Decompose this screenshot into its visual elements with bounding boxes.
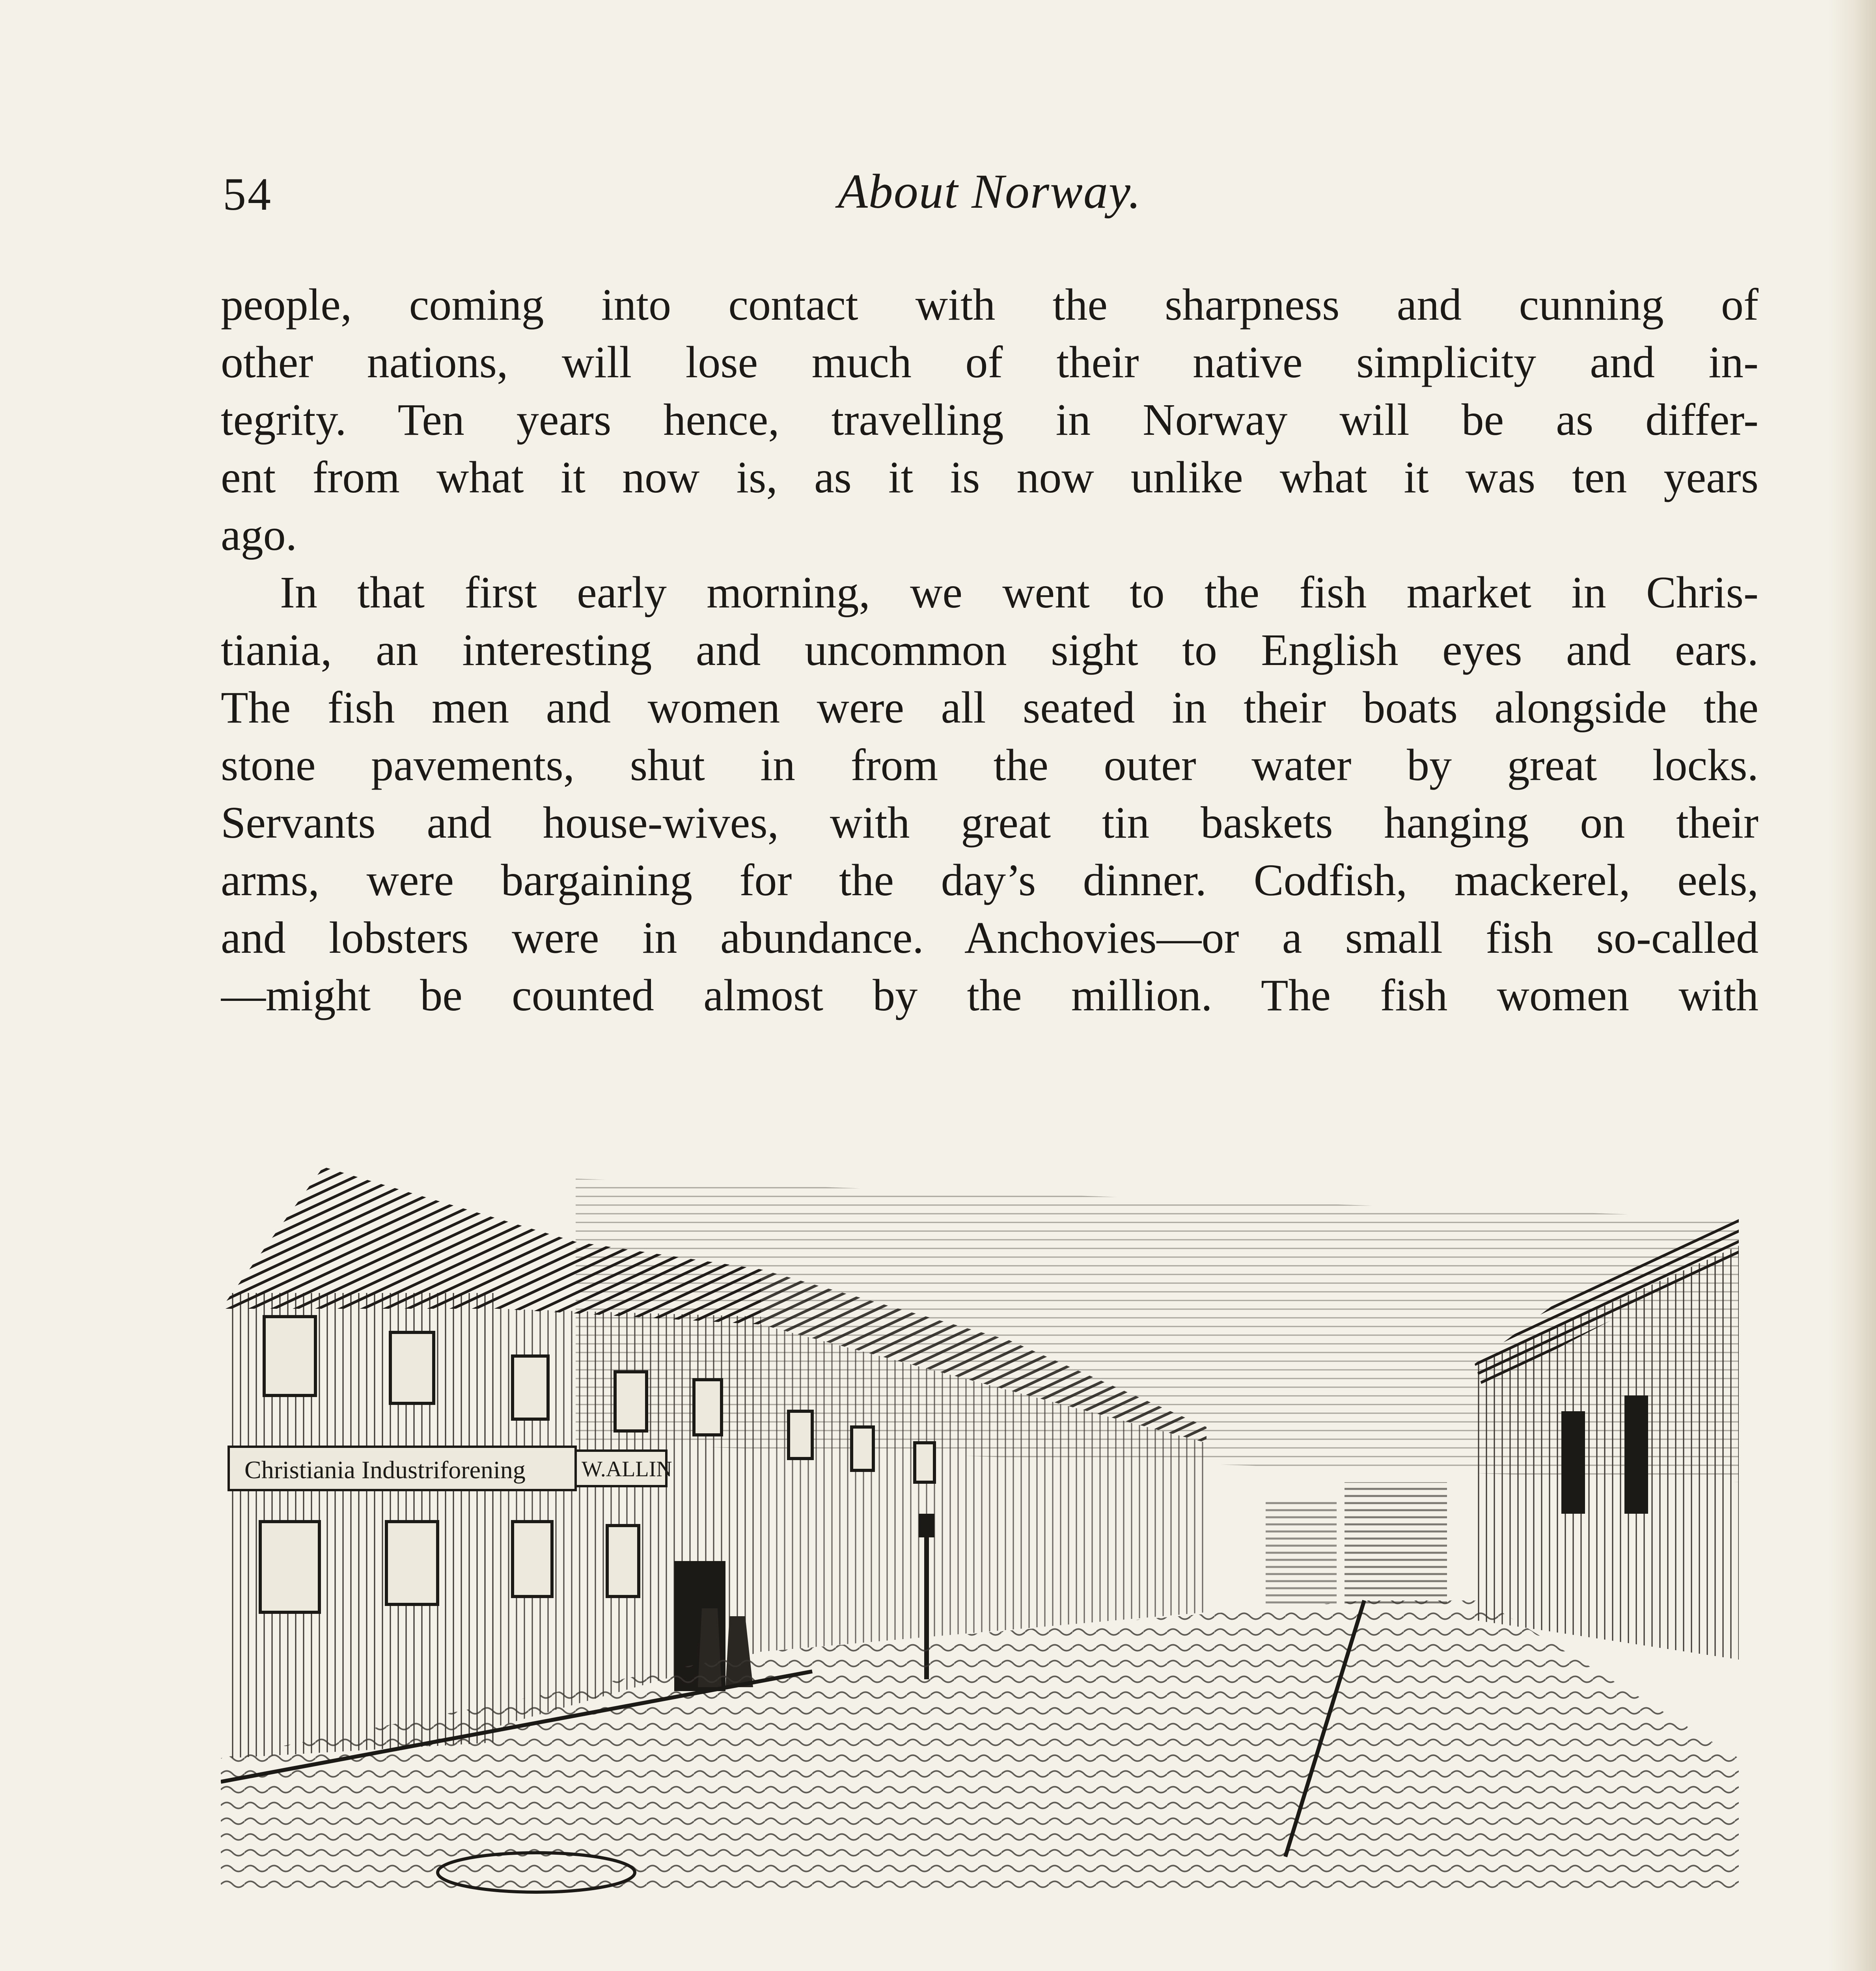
window: [1624, 1395, 1648, 1514]
text-line: ent from what it now is, as it is now unlike what it was ten years: [221, 452, 1759, 502]
page-number: 54: [223, 168, 272, 220]
text-line: ago.: [221, 510, 297, 560]
distant-building: [1345, 1482, 1447, 1604]
running-head: [223, 160, 1757, 231]
shop-sign-text: W.ALLIN: [582, 1457, 672, 1481]
page-edge-shadow: [1829, 0, 1876, 1971]
text-line: other nations, will lose much of their native simplicity and in-: [221, 337, 1759, 387]
running-title: About Norway.: [837, 164, 1142, 218]
body-text-top: [221, 276, 1759, 1024]
text-line: In that first early morning, we went to the fish market in Chris-: [280, 567, 1759, 617]
text-line: and lobsters were in abundance. Anchovies—or a small fish so-called: [221, 913, 1759, 963]
text-line: stone pavements, shut in from the outer water by great locks.: [221, 740, 1759, 790]
text-line: arms, were bargaining for the day’s dinner. Codfish, mackerel, eels,: [221, 855, 1759, 905]
text-line: The fish men and women were all seated in their boats alongside the: [221, 682, 1759, 732]
street-engraving: [221, 1088, 1759, 1971]
window: [1561, 1411, 1585, 1514]
text-line: tegrity. Ten years hence, travelling in Norway will be as differ-: [221, 395, 1759, 445]
distant-building: [1266, 1502, 1337, 1604]
building-sign-text: Christiania Industriforening: [244, 1456, 526, 1484]
text-line: —might be counted almost by the million. The fish women with: [221, 970, 1759, 1020]
text-line: Servants and house-wives, with great tin baskets hanging on their: [221, 797, 1759, 848]
street-engraving-drawing: [221, 1088, 1759, 1971]
text-line: tiania, an interesting and uncommon sight to English eyes and ears.: [221, 625, 1759, 675]
text-line: people, coming into contact with the sharpness and cunning of: [221, 279, 1759, 330]
lamp: [919, 1514, 934, 1537]
